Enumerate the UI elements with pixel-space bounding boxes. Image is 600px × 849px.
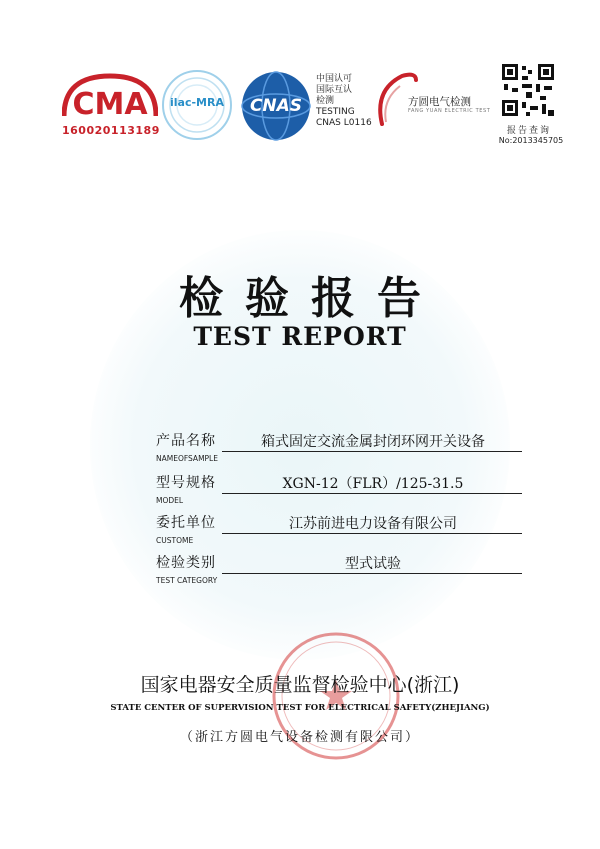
field-underline bbox=[222, 533, 522, 534]
field-customer bbox=[152, 512, 522, 556]
qr-code-icon bbox=[500, 62, 556, 118]
cnas-caption-line: 国际互认 bbox=[316, 85, 353, 95]
field-underline bbox=[222, 573, 522, 574]
cnas-caption-line: TESTING bbox=[316, 107, 355, 117]
fangyuan-name: 方圆电气检测 bbox=[408, 96, 471, 108]
field-label: 委托单位 bbox=[156, 515, 216, 531]
issuer-name: 国家电器安全质量监督检验中心(浙江) bbox=[140, 674, 460, 696]
cma-mark-icon bbox=[62, 72, 158, 120]
cnas-logo bbox=[240, 70, 312, 142]
field-label: 检验类别 bbox=[156, 555, 216, 571]
field-test-category bbox=[152, 552, 522, 596]
cma-mark-text: CMA bbox=[72, 87, 148, 120]
field-model bbox=[152, 472, 522, 516]
field-value: XGN-12（FLR）/125-31.5 bbox=[282, 476, 464, 492]
issuer-company: （浙江方圆电气设备检测有限公司） bbox=[179, 730, 420, 745]
qr-number: No:2013345705 bbox=[498, 136, 564, 145]
fangyuan-english: FANG YUAN ELECTRIC TEST bbox=[408, 108, 491, 114]
cnas-text: CNAS bbox=[249, 96, 303, 116]
field-label: 型号规格 bbox=[156, 475, 216, 491]
field-value: 箱式固定交流金属封闭环网开关设备 bbox=[261, 434, 485, 450]
cma-logo bbox=[62, 72, 158, 137]
field-underline bbox=[222, 493, 522, 494]
report-title: 检验报告 bbox=[179, 273, 443, 324]
field-label-en: CUSTOME bbox=[156, 536, 194, 545]
field-label: 产品名称 bbox=[156, 433, 216, 449]
field-value: 型式试验 bbox=[345, 556, 401, 572]
cnas-caption-line: 检测 bbox=[316, 96, 335, 106]
field-label-en: MODEL bbox=[156, 496, 184, 505]
ilac-mra-logo bbox=[160, 68, 234, 142]
report-title-en: TEST REPORT bbox=[193, 322, 407, 351]
field-underline bbox=[222, 451, 522, 452]
field-label-en: TEST CATEGORY bbox=[156, 576, 218, 585]
fangyuan-logo bbox=[372, 70, 490, 130]
cma-number: 160020113189 bbox=[62, 124, 160, 137]
cnas-caption-line: 中国认可 bbox=[316, 74, 353, 84]
issuer-name-en: STATE CENTER OF SUPERVISION TEST FOR ELECTRICAL SAFETY(ZHEJIANG) bbox=[110, 703, 490, 713]
field-product-name bbox=[152, 430, 522, 474]
cnas-caption-line: CNAS L0116 bbox=[316, 118, 372, 128]
qr-label: 报告查询 bbox=[506, 126, 551, 136]
ilac-text: ilac-MRA bbox=[170, 96, 224, 109]
field-value: 江苏前进电力设备有限公司 bbox=[289, 516, 457, 532]
field-label-en: NAMEOFSAMPLE bbox=[156, 454, 218, 463]
cnas-caption bbox=[316, 74, 372, 129]
